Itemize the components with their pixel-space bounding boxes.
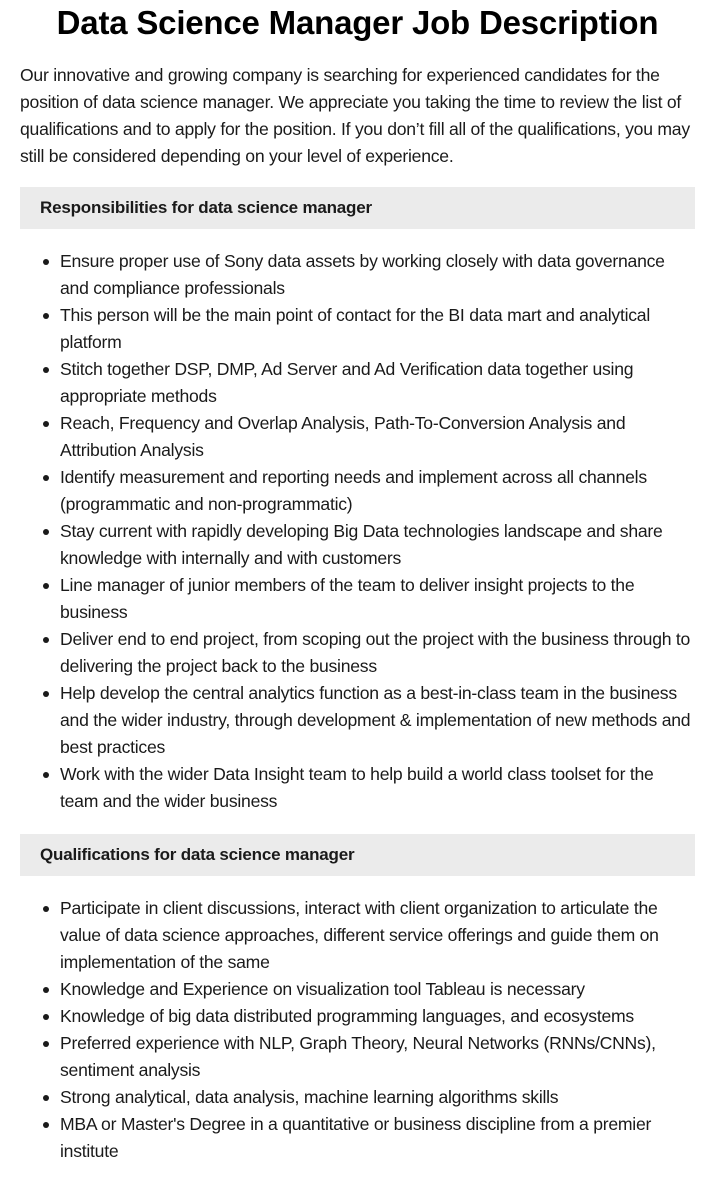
list-item (60, 976, 695, 1003)
bullet-icon (43, 421, 49, 427)
list-item-text: Strong analytical, data analysis, machine learning algorithms skills (60, 1087, 559, 1107)
list-item-text: Line manager of junior members of the team to deliver insight projects to the business (60, 575, 635, 622)
list-item-text: Stitch together DSP, DMP, Ad Server and Ad Verification data together using appropriate methods (60, 359, 634, 406)
bullet-icon (43, 1095, 49, 1101)
list-item-text: MBA or Master's Degree in a quantitative or business discipline from a premier institute (60, 1114, 652, 1161)
list-item-text: Identify measurement and reporting needs and implement across all channels (programmatic and non-programmatic) (60, 467, 647, 514)
list-item-text: Ensure proper use of Sony data assets by working closely with data governance and compliance professionals (60, 251, 665, 298)
list-item (60, 410, 695, 464)
bullet-icon (43, 772, 49, 778)
list-item-text: Deliver end to end project, from scoping out the project with the business through to delivering the project back to the business (60, 629, 691, 676)
list-item-text: This person will be the main point of contact for the BI data mart and analytical platform (60, 305, 650, 352)
list-item-text: Participate in client discussions, interact with client organization to articulate the value of data science approaches, different service offerings and guide them on implementation of the same (60, 898, 659, 972)
bullet-icon (43, 367, 49, 373)
list-item-text: Knowledge and Experience on visualization tool Tableau is necessary (60, 979, 585, 999)
responsibilities-list (20, 248, 695, 815)
bullet-icon (43, 313, 49, 319)
list-item-text: Knowledge of big data distributed programming languages, and ecosystems (60, 1006, 634, 1026)
list-item (60, 572, 695, 626)
list-item-text: Stay current with rapidly developing Big Data technologies landscape and share knowledge with internally and with customers (60, 521, 663, 568)
list-item (60, 302, 695, 356)
bullet-icon (43, 475, 49, 481)
bullet-icon (43, 1041, 49, 1047)
list-item (60, 1030, 695, 1084)
list-item-text: Reach, Frequency and Overlap Analysis, Path-To-Conversion Analysis and Attribution Analysis (60, 413, 626, 460)
bullet-icon (43, 691, 49, 697)
list-item (60, 1003, 695, 1030)
bullet-icon (43, 987, 49, 993)
list-item (60, 761, 695, 815)
bullet-icon (43, 1122, 49, 1128)
intro-paragraph: Our innovative and growing company is searching for experienced candidates for the position of data science manager. We appreciate you taking the time to review the list of qualifications and to apply for the position. If you don’t fill all of the qualifications, you may still be considered depending on your level of experience. (20, 65, 690, 166)
list-item (60, 248, 695, 302)
bullet-icon (43, 583, 49, 589)
qualifications-list (20, 895, 695, 1165)
list-item (60, 518, 695, 572)
list-item-text: Help develop the central analytics function as a best-in-class team in the business and the wider industry, through development & implementation of new methods and best practices (60, 683, 691, 757)
list-item (60, 895, 695, 976)
list-item (60, 356, 695, 410)
list-item (60, 1111, 695, 1165)
list-item-text: Work with the wider Data Insight team to help build a world class toolset for the team and the wider business (60, 764, 654, 811)
bullet-icon (43, 637, 49, 643)
list-item (60, 680, 695, 761)
list-item (60, 464, 695, 518)
bullet-icon (43, 1014, 49, 1020)
qualifications-heading: Qualifications for data science manager (20, 834, 695, 876)
list-item-text: Preferred experience with NLP, Graph Theory, Neural Networks (RNNs/CNNs), sentiment analysis (60, 1033, 656, 1080)
responsibilities-heading: Responsibilities for data science manager (20, 187, 695, 229)
list-item (60, 1084, 695, 1111)
page-title: Data Science Manager Job Description (56, 4, 659, 41)
list-item (60, 626, 695, 680)
bullet-icon (43, 906, 49, 912)
bullet-icon (43, 529, 49, 535)
bullet-icon (43, 259, 49, 265)
